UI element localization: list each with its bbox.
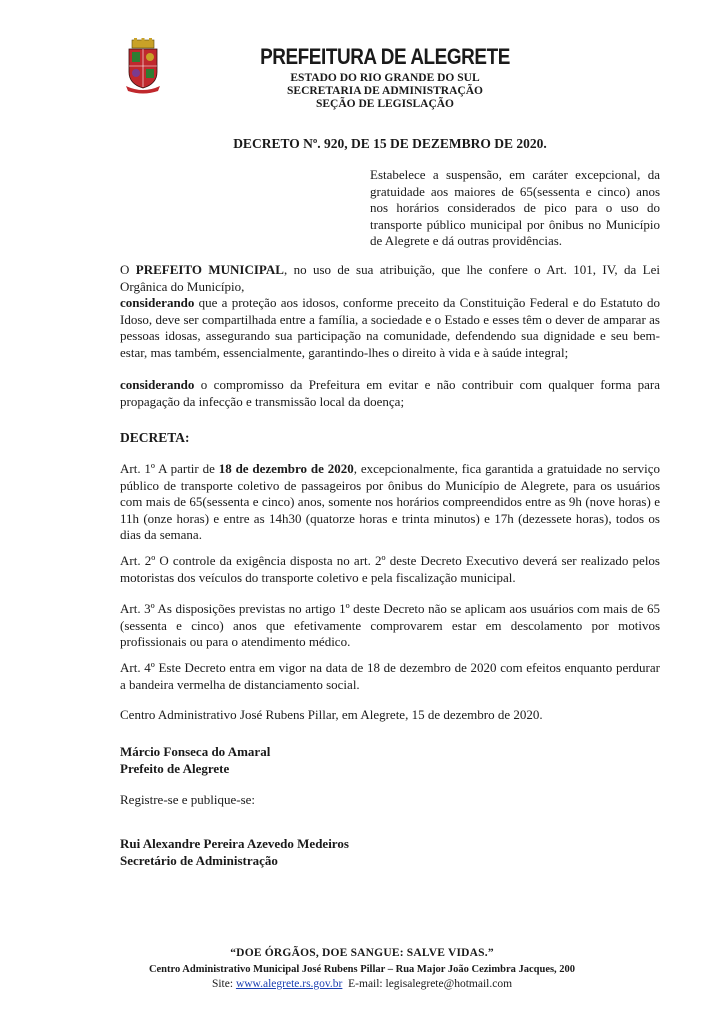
preamble-prefeito-text: , no uso de sua atribuição, que lhe confere o Art. 101, IV, da Lei Orgânica do Município, bbox=[120, 262, 661, 294]
article-2: Art. 2º O controle da exigência disposta no art. 2º deste Decreto Executivo deverá ser realizado pelos motoristas dos veículos do transporte coletivo e pela fiscalização municipal. bbox=[120, 553, 660, 585]
preamble-prefeito bbox=[120, 262, 660, 295]
mayor-name: Márcio Fonseca do Amaral bbox=[120, 744, 271, 759]
register-publish: Registre-se e publique-se: bbox=[120, 792, 256, 807]
considering-2 bbox=[120, 377, 660, 410]
article-1 bbox=[120, 461, 660, 544]
coat-of-arms-icon bbox=[124, 38, 162, 94]
considering-1 bbox=[120, 295, 660, 361]
decree-summary: Estabelece a suspensão, em caráter excepcional, da gratuidade aos maiores de 65(sessenta e cinco) anos nos horários considerados de pico para o uso do transporte público municipal por ônibus no Município de Alegrete e dá outras providências. bbox=[370, 167, 660, 248]
considering-1-text: que a proteção aos idosos, conforme preceito da Constituição Federal e do Estatuto do Idoso, deve ser compartilhada entre a família, a sociedade e o Estado e esses têm o dever de amparar as pessoas idosas, assegurando sua participação na comunidade, defendendo sua dignidade e seu bem-estar, mas também, essencialmente, garantindo-lhes o direito à vida e à saúde integral; bbox=[120, 295, 660, 360]
article-1-text: , excepcionalmente, fica garantida a gratuidade no serviço público de transporte coletivo de passageiros por ônibus do Município de Alegrete, para os usuários com mais de 65(sessenta e cinco) anos, somente nos horários compreendidos entre as 9h (nove horas) e 11h (onze horas) e entre as 14h30 (quatorze horas e trinta minutos) e 17h (dezessete horas), todos os dias da semana. bbox=[120, 461, 660, 542]
header-secretariat: SECRETARIA DE ADMINISTRAÇÃO bbox=[287, 85, 483, 97]
place-and-date: Centro Administrativo José Rubens Pillar, em Alegrete, 15 de dezembro de 2020. bbox=[120, 707, 543, 722]
mayor-signature bbox=[120, 744, 520, 777]
secretary-signature bbox=[120, 836, 520, 869]
footer-contact bbox=[40, 977, 684, 992]
secretary-name: Rui Alexandre Pereira Azevedo Medeiros bbox=[120, 836, 349, 851]
mayor-title: Prefeito de Alegrete bbox=[120, 760, 230, 776]
article-3: Art. 3º As disposições previstas no artigo 1º deste Decreto não se aplicam aos usuários com mais de 65 (sessenta e cinco) anos que efetivamente comprovarem estar em descolamento por motivos profissionais ou para o atendimento médico. bbox=[120, 601, 660, 649]
footer-address: Centro Administrativo Municipal José Rubens Pillar – Rua Major João Cezimbra Jacques, 200 bbox=[148, 964, 576, 975]
article-4: Art. 4º Este Decreto entra em vigor na data de 18 de dezembro de 2020 com efeitos enquanto perdurar a bandeira vermelha de distanciamento social. bbox=[120, 660, 660, 692]
secretary-title: Secretário de Administração bbox=[120, 852, 278, 868]
article-1-prefix: Art. 1º A partir de bbox=[120, 461, 219, 476]
considering-2-text: o compromisso da Prefeitura em evitar e não contribuir com qualquer forma para propagação da infecção e transmissão local da doença; bbox=[120, 377, 660, 409]
considering-2-bold: considerando bbox=[120, 377, 195, 392]
footer-email: E-mail: legisalegrete@hotmail.com bbox=[342, 978, 513, 990]
considering-1-bold: considerando bbox=[120, 295, 195, 310]
header-section: SEÇÃO DE LEGISLAÇÃO bbox=[315, 98, 455, 110]
footer-site-label: Site: bbox=[211, 978, 236, 990]
preamble-prefix: O bbox=[120, 262, 136, 277]
header-state: ESTADO DO RIO GRANDE DO SUL bbox=[290, 72, 480, 84]
decreta-heading: DECRETA: bbox=[120, 430, 190, 445]
decree-title: DECRETO Nº. 920, DE 15 DE DEZEMBRO DE 2020. bbox=[233, 136, 547, 151]
article-1-date: 18 de dezembro de 2020 bbox=[218, 461, 354, 476]
header-title: PREFEITURA DE ALEGRETE bbox=[260, 44, 510, 69]
preamble-prefeito-bold: PREFEITO MUNICIPAL bbox=[135, 262, 284, 277]
footer-slogan: “DOE ÓRGÃOS, DOE SANGUE: SALVE VIDAS.” bbox=[230, 947, 494, 959]
footer-site-link[interactable]: www.alegrete.rs.gov.br bbox=[235, 978, 343, 990]
